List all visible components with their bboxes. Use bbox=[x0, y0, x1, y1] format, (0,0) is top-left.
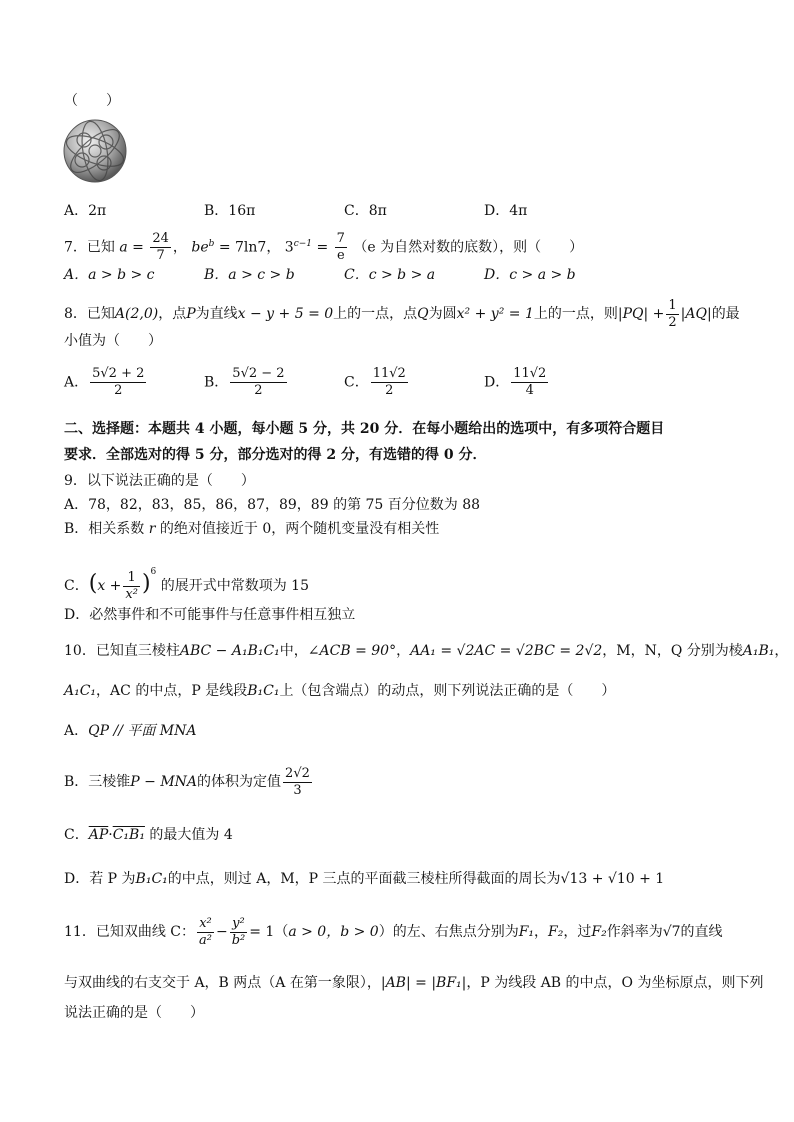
q6-option-a[interactable]: A．2π bbox=[64, 203, 107, 219]
q7-option-a[interactable]: A．a > b > c bbox=[64, 267, 155, 283]
q10-option-a[interactable]: A．QP // 平面 MNA bbox=[64, 723, 197, 739]
q10-stem-line1: 10．已知直三棱柱ABC − A₁B₁C₁中，∠ACB = 90°，AA₁ = √2AC = √2BC = 2√2，M，N，Q 分别为棱A₁B₁， bbox=[64, 643, 789, 659]
q11-stem-line3: 说法正确的是（ ） bbox=[64, 1005, 204, 1021]
q7-fraction-c: $\frac{7}{e}$ bbox=[336, 231, 345, 264]
section2-heading-line2: 要求．全部选对的得 5 分，部分选对的得 2 分，有选错的得 0 分． bbox=[64, 447, 487, 463]
q9-stem: 9．以下说法正确的是（ ） bbox=[64, 473, 255, 489]
q9-option-a[interactable]: A．78，82，83，85，86，87，89，89 的第 75 百分位数为 88 bbox=[64, 497, 481, 513]
q6-bracket: （ ） bbox=[64, 93, 120, 109]
q6-option-c[interactable]: C．8π bbox=[344, 203, 387, 219]
q8-stem-line2: 小值为（ ） bbox=[64, 333, 162, 349]
q10-stem-line2: A₁C₁，AC 的中点，P 是线段B₁C₁上（包含端点）的动点，则下列说法正确的是（ ） bbox=[64, 683, 616, 699]
section2-heading-line1: 二、选择题：本题共 4 小题，每小题 5 分，共 20 分．在每小题给出的选项中，有多项符合题目 bbox=[64, 421, 665, 437]
q11-stem-line2: 与双曲线的右支交于 A，B 两点（A 在第一象限），|AB| = |BF₁|，P 为线段 AB 的中点，O 为坐标原点，则下列 bbox=[64, 975, 764, 991]
q8-stem-line1: 8．已知A(2,0)，点P为直线x − y + 5 = 0上的一点，点Q为圆x² + y² = 1上的一点，则|PQ| + $\frac{1}{2}$ |AQ|的最 bbox=[64, 297, 740, 330]
q9-option-d[interactable]: D．必然事件和不可能事件与任意事件相互独立 bbox=[64, 607, 356, 623]
q8-option-a[interactable]: A． $\frac{5√2 + 2}{2}$ bbox=[64, 366, 145, 398]
q8-option-d[interactable]: D． $\frac{11√2}{4}$ bbox=[484, 366, 547, 398]
q7-option-c[interactable]: C．c > b > a bbox=[344, 267, 436, 283]
q10-option-b[interactable]: B．三棱锥P − MNA的体积为定值 $\frac{2√2}{3}$ bbox=[64, 765, 310, 798]
q7-option-d[interactable]: D．c > a > b bbox=[484, 267, 576, 283]
q6-option-d[interactable]: D．4π bbox=[484, 203, 528, 219]
q10-option-c[interactable]: C．$\overline{AP}\cdot C_1B_1$ 的最大值为 4 bbox=[64, 827, 233, 843]
q7-fraction-a: $\frac{24}{7}$ bbox=[152, 231, 169, 264]
q6-option-b[interactable]: B．16π bbox=[204, 203, 256, 219]
q11-stem-line1: 11．已知双曲线 C： $\frac{\text{x²}}{\text{a²}}$ − $\frac{\text{y²}}{\text{b²}}$ = 1（a > 0，b > 0）的左、右焦点分别为F₁，F₂，过F₂作斜率为√7的直线 bbox=[64, 915, 723, 948]
q7-stem: 7．已知 a = $\frac{24}{7}$ ， $be^b = 7\ln 7$， $3^{c-1}$ = $\frac{7}{e}$ （e 为自然对数的底数），则（ ） bbox=[64, 231, 584, 264]
q7-option-b[interactable]: B．a > c > b bbox=[204, 267, 295, 283]
woven-ball-figure bbox=[62, 118, 128, 184]
q9-option-b[interactable]: B．相关系数 r 的绝对值接近于 0，两个随机变量没有相关性 bbox=[64, 521, 440, 537]
q8-option-b[interactable]: B． $\frac{5√2 - 2}{2}$ bbox=[204, 366, 285, 398]
q9-option-c[interactable]: C．(x + $\frac{1}{\text{x²}}$ )$^6$ 的展开式中常数项为 15 bbox=[64, 567, 309, 602]
q8-option-c[interactable]: C． $\frac{11√2}{2}$ bbox=[344, 366, 406, 398]
q10-option-d[interactable]: D．若 P 为B₁C₁的中点，则过 A，M，P 三点的平面截三棱柱所得截面的周长为√13 + √10 + 1 bbox=[64, 871, 665, 887]
